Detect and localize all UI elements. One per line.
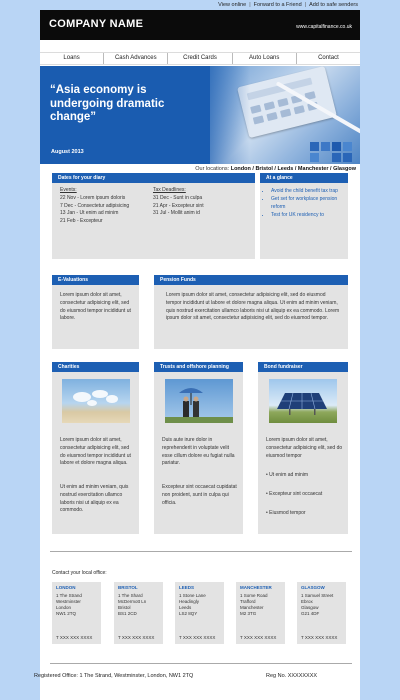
- office-name: LONDON: [56, 585, 76, 590]
- evaluations-text: Lorem ipsum dolor sit amet, consectetur adipisicing elit, sed do eiusmod tempor incididunt ut labore.: [60, 292, 131, 322]
- office-phone: T XXX XXX XXXX: [301, 635, 338, 640]
- events-label: Events:: [60, 187, 77, 193]
- divider: [50, 551, 352, 552]
- umbrella-icon: [165, 379, 233, 423]
- world-map-icon: [62, 379, 130, 423]
- divider: [50, 663, 352, 664]
- header-bar: [40, 10, 360, 40]
- event-item: 7 Dec - Consectetur adipisicing: [60, 202, 130, 209]
- hero-date: August 2013: [51, 149, 84, 155]
- events-column: [60, 187, 155, 226]
- office-phone: T XXX XXX XXXX: [56, 635, 93, 640]
- nav-item-auto-loans[interactable]: Auto Loans: [233, 53, 297, 64]
- bond-bullet: • Excepteur sint occaecat: [266, 490, 323, 497]
- glance-item[interactable]: • Get set for workplace pension reform: [271, 195, 346, 211]
- contact-label: Contact your local office:: [52, 570, 107, 576]
- main-nav: [40, 52, 360, 65]
- glance-item[interactable]: • Test for UK residency to: [271, 211, 346, 219]
- registration-number: Reg No. XXXXXXXX: [266, 673, 318, 679]
- bond-text: Lorem ipsum dolor sit amet, consectetur adipisicing elit, sed do eiusmod tempor: [266, 437, 343, 459]
- trusts-text-1: Duis aute irure dolor in reprehenderit in voluptate velit esse cillum dolore eu fugiat nulla pariatur.: [162, 437, 235, 467]
- office-name: MANCHESTER: [240, 585, 272, 590]
- add-safe-senders-link[interactable]: Add to safe senders: [309, 2, 358, 8]
- company-url[interactable]: www.capitalfinance.co.uk: [296, 24, 352, 30]
- hero-banner: [40, 66, 360, 164]
- diary-title: Dates for your diary: [52, 173, 255, 183]
- office-address: 1 The Strand Westminster London NW1 2TQ: [56, 593, 82, 616]
- trusts-text-2: Excepteur sint occaecat cupidatat non proident, sunt in culpa qui officia.: [162, 484, 237, 506]
- glance-box: [260, 173, 348, 259]
- office-card-bristol: [114, 582, 163, 644]
- trusts-box: [154, 362, 243, 534]
- solar-panel-icon: [269, 379, 337, 423]
- pension-text: Lorem ipsum dolor sit amet, consectetur adipisicing elit, sed do eiusmod tempor incididunt ut labore et dolore magna aliqua. Ut enim ad minim veniam, quis nostrud exercitation ullamco laboris nisi ut aliquip ex ea commodo. Lorem ipsum dolor sit amet, consectetur adipisicing elit, sed do eiusmod tempor.: [166, 292, 340, 322]
- view-online-link[interactable]: View online: [218, 2, 247, 8]
- office-address: 1 Stone Lane Headingly Leeds LS2 8QY: [179, 593, 206, 616]
- glance-item[interactable]: • Avoid the child benefit tax trap: [271, 187, 346, 195]
- forward-link[interactable]: Forward to a Friend: [253, 2, 302, 8]
- evaluations-box: [52, 275, 139, 349]
- evaluations-title: E-Valuations: [52, 275, 139, 285]
- glance-title: At a glance: [260, 173, 348, 183]
- bond-title: Bond fundraiser: [258, 362, 348, 372]
- nav-item-loans[interactable]: Loans: [40, 53, 104, 64]
- office-card-leeds: [175, 582, 224, 644]
- top-links: View online | Forward to a Friend | Add to safe senders: [218, 2, 358, 8]
- registered-office: Registered Office: 1 The Strand, Westminster, London, NW1 2TQ: [34, 673, 194, 679]
- event-item: 22 Nov - Lorem ipsum doloris: [60, 194, 126, 201]
- office-card-manchester: [236, 582, 285, 644]
- office-name: LEEDS: [179, 585, 195, 590]
- world-map-photo: [62, 379, 130, 423]
- locations-line: [195, 166, 356, 172]
- office-name: BRISTOL: [118, 585, 138, 590]
- locations-label: Our locations:: [195, 166, 230, 172]
- charities-box: [52, 362, 139, 534]
- pension-title: Pension Funds: [154, 275, 348, 285]
- nav-item-cash-advances[interactable]: Cash Advances: [104, 53, 168, 64]
- office-address: 1 Samuel Street Ebrox Glasgow G21 4DF: [301, 593, 334, 616]
- locations-list: London / Bristol / Leeds / Manchester / Glasgow: [230, 166, 356, 172]
- office-phone: T XXX XXX XXXX: [240, 635, 277, 640]
- nav-item-credit-cards[interactable]: Credit Cards: [168, 53, 232, 64]
- tax-item: 31 Jul - Mollit anim id: [153, 210, 200, 217]
- office-address: 1 Some Road Trafford Manchester M2 3TG: [240, 593, 268, 616]
- tax-item: 31 Dec - Sunt in culpa: [153, 194, 203, 201]
- nav-item-contact[interactable]: Contact: [318, 55, 339, 61]
- email-container: [40, 10, 360, 700]
- office-address: 1 The Shard McDermott Ln Bristol BS1 2CD: [118, 593, 147, 616]
- bond-bullet: • Ut enim ad minim: [266, 472, 309, 478]
- company-name: COMPANY NAME: [49, 18, 144, 30]
- tax-label: Tax Deadlines:: [153, 187, 186, 193]
- event-item: 13 Jan - Ut enim ad minim: [60, 210, 119, 217]
- umbrella-photo: [165, 379, 233, 423]
- tax-item: 21 Apr - Excepteur sint: [153, 202, 204, 209]
- office-name: GLASGOW: [301, 585, 325, 590]
- tax-column: [153, 187, 251, 218]
- event-item: 21 Feb - Excepteur: [60, 218, 103, 225]
- bond-box: [258, 362, 348, 534]
- trusts-title: Trusts and offshore planning: [154, 362, 243, 372]
- charities-title: Charities: [52, 362, 139, 372]
- charities-text-2: Ut enim ad minim veniam, quis nostrud exercitation ullamco laboris nisi ut aliquip ex ea commodo.: [60, 484, 129, 514]
- office-card-london: [52, 582, 101, 644]
- hero-headline: “Asia economy is undergoing dramatic change”: [50, 84, 165, 123]
- office-phone: T XXX XXX XXXX: [118, 635, 155, 640]
- bond-bullet: • Eiusmod tempor: [266, 509, 306, 516]
- charities-text-1: Lorem ipsum dolor sit amet, consectetur adipisicing elit, sed do eiusmod tempor incididunt ut labore et dolore magna aliqua.: [60, 437, 131, 467]
- solar-panel-photo: [269, 379, 337, 423]
- pension-box: [154, 275, 348, 349]
- diary-box: [52, 173, 255, 259]
- office-phone: T XXX XXX XXXX: [179, 635, 216, 640]
- office-card-glasgow: [297, 582, 346, 644]
